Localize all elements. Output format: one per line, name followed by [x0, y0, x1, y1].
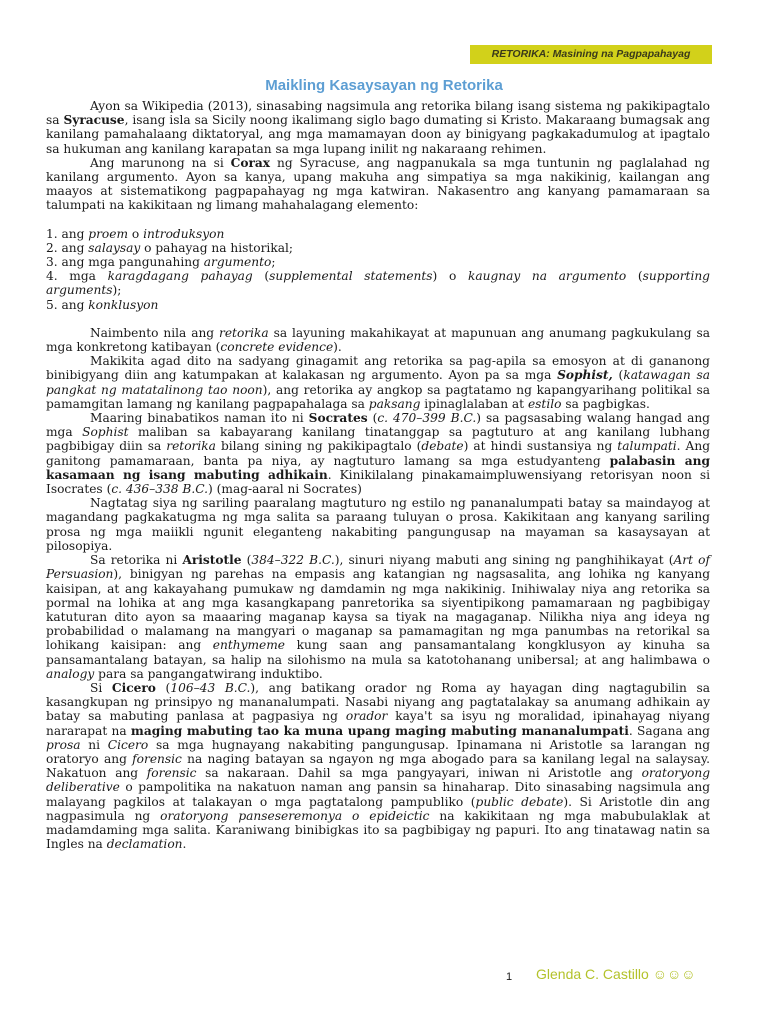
paragraph-3: Naimbento nila ang retorika sa layuning makahikayat at mapunuan ang anumang pagkukulang sa mga konkretong katibayan (concrete evidence). — [46, 325, 710, 355]
paragraph-4: Makikita agad dito na sadyang ginagamit ang retorika sa pag-apila sa emosyon at di gananong binibigyang diin ang katumpakan at kalakasan ng argumento. Ayon pa sa mga Sophist, (katawagan sa pangkat ng matatalinong tao noon), ang retorika ay angkop sa pagtatamo ng kapangyarihang politikal sa pamamgitan lamang ng kanilang pagpapahalaga sa paksang ipinaglalaban at estilo sa pagbigkas. — [46, 354, 711, 411]
list-item: 1. ang proem o introduksyon — [46, 226, 225, 241]
header-tag: RETORIKA: Masining na Pagpapahayag — [470, 45, 712, 64]
paragraph-2: Ang marunong na si Corax ng Syracuse, ang nagpanukala sa mga tuntunin ng paglalahad ng kanilang argumento. Ayon sa kanya, upang makuha ang simpatiya sa mga nakikinig, kailangan ang maayos at sistematikong pagpapahayag ng mga katwiran. Nakasentro ang kanyang pamamaraan sa talumpati na kakikitaan ng limang mahahalagang elemento: — [46, 155, 710, 213]
list-item: 2. ang salaysay o pahayag na historikal; — [46, 240, 293, 255]
list-item: 3. ang mga pangunahing argumento; — [46, 255, 276, 270]
element-list — [46, 227, 710, 312]
paragraph-5: Maaring binabatikos naman ito ni Socrates (c. 470–399 B.C.) sa pagsasabing walang hangad ang mga Sophist maliban sa kabayarang kanilang tinatanggap sa pagtuturo at ang kanilang lubhang pagbibigay diin sa retorika bilang sining ng pakikipagtalo (debate) at hindi sustansiya ng talumpati. Ang ganitong pamamaraan, banta pa niya, ay nagtuturo lamang sa mga estudyanteng palabasin ang kasamaan ng isang mabuting adhikain. Kinikilalang pinakamaimpluwensiyang retorisyan noon si Isocrates (c. 436–338 B.C.) (mag-aaral ni Socrates) — [46, 411, 711, 497]
document-body — [46, 99, 710, 851]
paragraph-7: Sa retorika ni Aristotle (384–322 B.C.), sinuri niyang mabuti ang sining ng panghihikayat (Art of Persuasion), binigyan ng parehas na empasis ang katangian ng nagsasalita, ang lohika ng kanyang kaisipan, at ang kakayahang pumukaw ng damdamin ng mga nakikinig. Inihiwalay niya ang retorika sa pormal na lohika at ang mga kasangkapang panretorika sa siyentipikong pamamaraan ng pagbibigay katuturan dito ayon sa maaaring maganap kaysa sa tiyak na magaganap. Nilikha niya ang ideya ng probabilidad o malamang na mangyari o maganap sa pamamagitan ng mga panumbas na retorikal sa lohikang kaisipan: ang enthymeme kung saan ang pansamantalang kongklusyon ay kinuha sa pansamantalang batayan, sa halip na silohismo na mula sa katotohanang unibersal; at ang halimbawa o analogy para sa pangangatwirang induktibo. — [46, 553, 710, 681]
page-number: 1 — [506, 971, 513, 983]
page-title: Maikling Kasaysayan ng Retorika — [265, 77, 503, 94]
author-name: Glenda C. Castillo ☺☺☺ — [536, 966, 696, 982]
list-item: 4. mga karagdagang pahayag (supplemental statements) o kaugnay na argumento (supporting arguments); — [46, 269, 710, 298]
list-item: 5. ang konklusyon — [46, 297, 159, 312]
paragraph-8: Si Cicero (106–43 B.C.), ang batikang orador ng Roma ay hayagan ding nagtagubilin sa kasangkupan ng prinsipyo ng mananalumpati. Nasabi niyang ang pagtatalakay sa anumang adhikain ay batay sa mabuting panlasa at pagpasiya ng orador kaya't sa isyu ng moralidad, ipinahayag niyang nararapat na maging mabuting tao ka muna upang maging mabuting mananalumpati. Sagana ang prosa ni Cicero sa mga hugnayang nakabiting pangungusap. Ipinamana ni Aristotle sa larangan ng oratoryo ang forensic na naging batayan sa ngayon ng mga abogado para sa kanilang legal na salaysay. Nakatuon ang forensic sa nakaraan. Dahil sa mga pangyayari, iniwan ni Aristotle ang oratoryong deliberative o pampolitika na nakatuon naman ang pansin sa hinaharap. Dito sinasabing nagsimula ang malayang pagkilos at talakayan o mga pagtatalong pampubliko (public debate). Si Aristotle din ang nagpasimula ng oratoryong panseseremonya o epideictic na kakikitaan ng mga mabubulaklak at madamdaming mga salita. Karaniwang binibigkas ito sa pagbibigay ng papuri. Ito ang tinatawag natin sa Ingles na declamation. — [46, 680, 711, 852]
paragraph-6: Nagtatag siya ng sariling paaralang magtuturo ng estilo ng pananalumpati batay sa maindayog at magandang pagkakatugma ng mga salita sa paraang tuluyan o prosa. Kakikitaan ang kanyang sariling prosa ng mga maiikli ngunit eleganteng nakabiting pangungusap na mayaman sa kasaysayan at pilosopiya. — [46, 496, 710, 553]
paragraph-1: Ayon sa Wikipedia (2013), sinasabing nagsimula ang retorika bilang isang sistema ng pakikipagtalo sa Syracuse, isang isla sa Sicily noong ikalimang siglo bago dumating si Kristo. Makaraang bumagsak ang kanilang pamahalaang diktatoryal, ang mga mamamayan doon ay binigyang pagkakadumulog at ipagtalo sa hukuman ang kanilang karapatan sa mga lupang inilit ng nakaraang rehimen. — [46, 99, 710, 156]
